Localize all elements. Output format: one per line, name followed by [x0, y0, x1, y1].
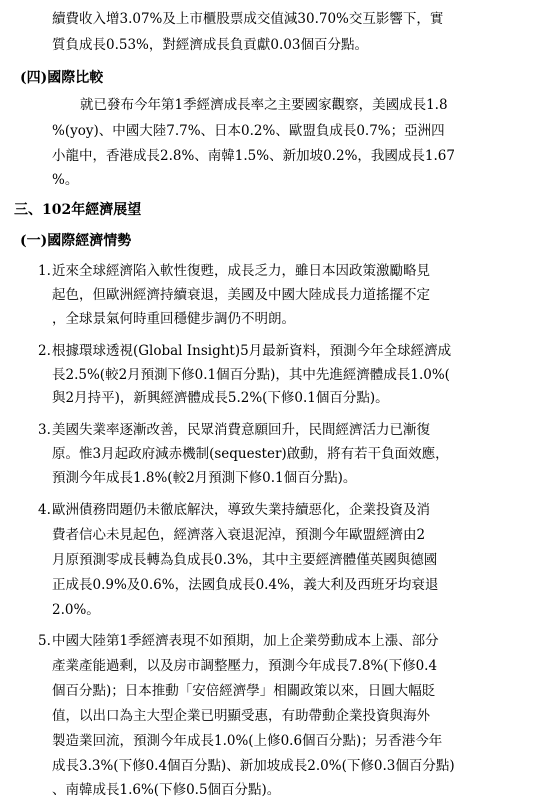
item-number: 3.	[38, 422, 51, 438]
item-line: 起色，但歐洲經濟持續衰退，美國及中國大陸成長力道搖擺不定	[52, 287, 430, 303]
item-line: 根據環球透視(Global Insight)5月最新資料，預測今年全球經濟成	[52, 343, 452, 359]
item-line: 正成長0.9%及0.6%，法國負成長0.4%，義大利及西班牙均衰退	[52, 577, 439, 593]
item-line: 製造業回流，預測今年成長1.0%(上修0.6個百分點)；另香港今年	[52, 733, 443, 749]
intl-compare-line: 小龍中，香港成長2.8%、南韓1.5%、新加坡0.2%，我國成長1.67	[52, 148, 455, 164]
item-line: 原。惟3月起政府減赤機制(sequester)啟動，將有若干負面效應，	[52, 446, 449, 462]
item-line: 2.0%。	[52, 602, 100, 618]
chapter-heading-outlook: 三、102年經濟展望	[14, 202, 142, 218]
intro-line: 續費收入增3.07%及上市櫃股票成交值減30.70%交互影響下，實	[52, 11, 444, 27]
intl-compare-line: %(yoy)、中國大陸7.7%、日本0.2%、歐盟負成長0.7%；亞洲四	[52, 123, 445, 139]
item-number: 4.	[38, 502, 51, 518]
section-heading-intl-compare: (四)國際比較	[20, 70, 104, 86]
item-line: 近來全球經濟陷入軟性復甦，成長乏力，雖日本因政策激勵略見	[52, 263, 430, 279]
item-number: 5.	[38, 633, 51, 649]
item-line: 費者信心未見起色，經濟落入衰退泥淖，預測今年歐盟經濟由2	[52, 527, 426, 543]
item-line: 與2月持平)，新興經濟體成長5.2%(下修0.1個百分點)。	[52, 390, 389, 406]
intro-line: 質負成長0.53%，對經濟成長負貢獻0.03個百分點。	[52, 37, 368, 53]
item-line: 、南韓成長1.6%(下修0.5個百分點)。	[52, 782, 281, 798]
item-line: 中國大陸第1季經濟表現不如預期，加上企業勞動成本上漲、部分	[52, 633, 439, 649]
item-line: ，全球景氣何時重回穩健步調仍不明朗。	[52, 311, 295, 327]
item-line: 個百分點)；日本推動「安倍經濟學」相關政策以來，日圓大幅貶	[52, 683, 436, 699]
intl-compare-line: 就已發布今年第1季經濟成長率之主要國家觀察，美國成長1.8	[80, 97, 448, 113]
item-line: 成長3.3%(下修0.4個百分點)、新加坡成長2.0%(下修0.3個百分點)	[52, 758, 455, 774]
item-line: 長2.5%(較2月預測下修0.1個百分點)，其中先進經濟體成長1.0%(	[52, 367, 450, 383]
item-line: 產業產能過剩，以及房市調整壓力，預測今年成長7.8%(下修0.4	[52, 658, 438, 674]
item-line: 美國失業率逐漸改善，民眾消費意願回升，民間經濟活力已漸復	[52, 422, 430, 438]
section-heading-intl-economy: (一)國際經濟情勢	[20, 233, 132, 249]
item-line: 歐洲債務問題仍未徹底解決，導致失業持續惡化，企業投資及消	[52, 502, 430, 518]
item-number: 1.	[38, 263, 51, 279]
item-line: 預測今年成長1.8%(較2月預測下修0.1個百分點)。	[52, 470, 357, 486]
item-number: 2.	[38, 343, 51, 359]
item-line: 值，以出口為主大型企業已明顯受惠，有助帶動企業投資與海外	[52, 708, 430, 724]
intl-compare-line: %。	[52, 172, 79, 188]
item-line: 月原預測零成長轉為負成長0.3%，其中主要經濟體僅英國與德國	[52, 552, 438, 568]
